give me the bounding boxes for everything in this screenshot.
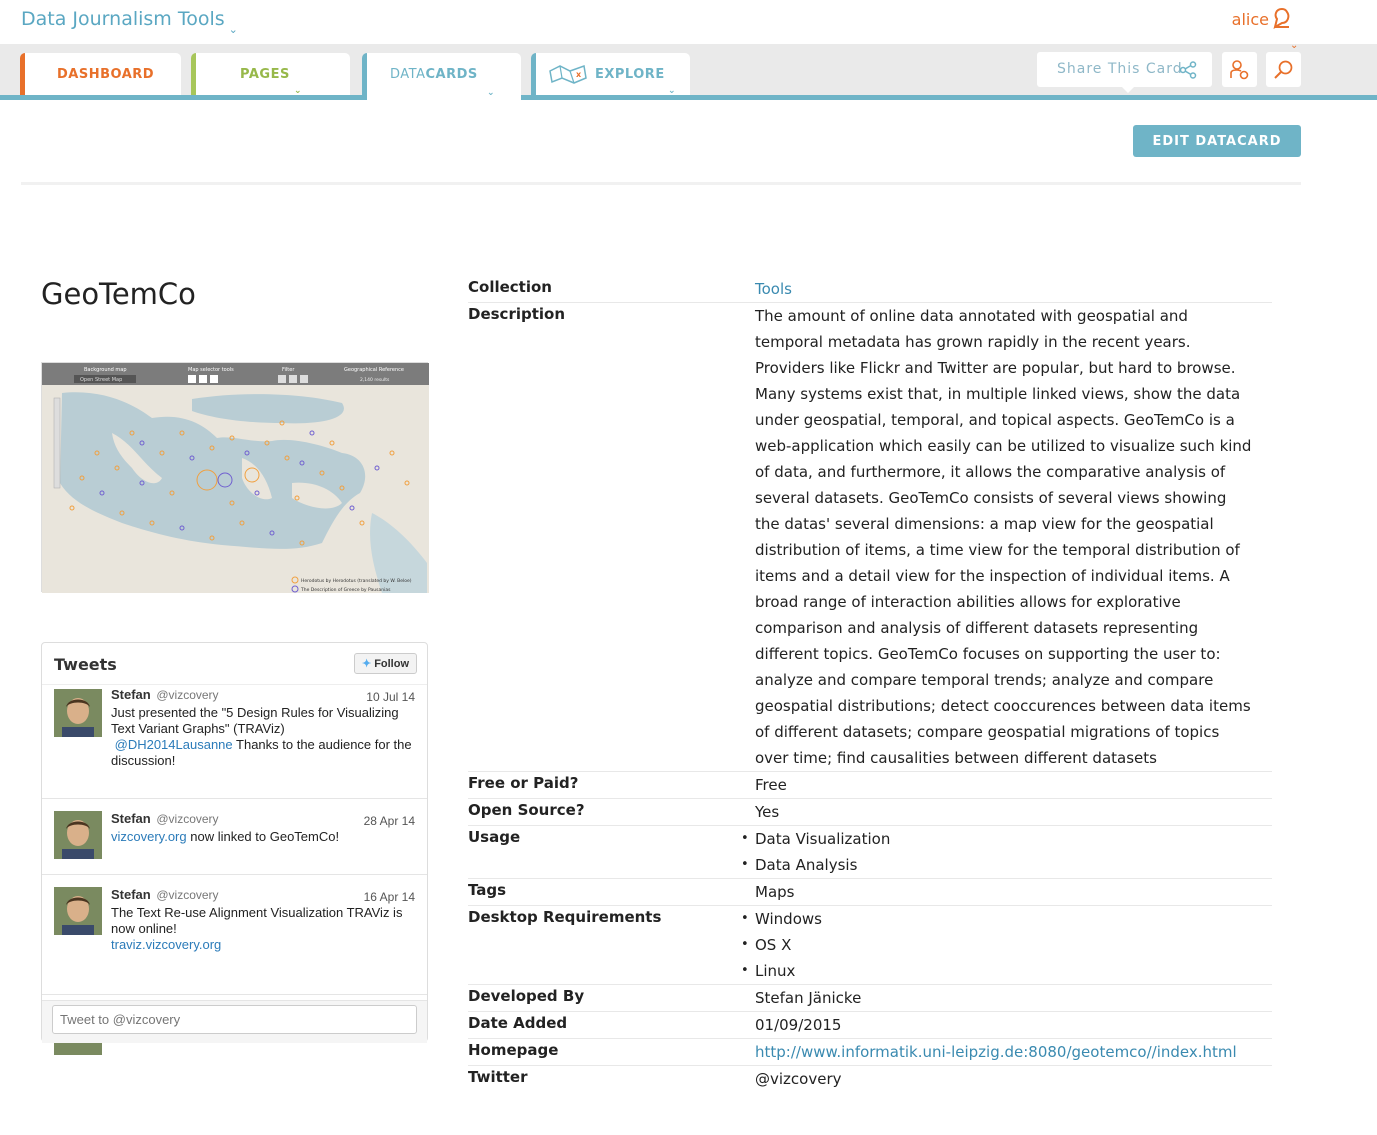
tweet-author-name: Stefan: [111, 687, 151, 702]
tweet-input[interactable]: [52, 1005, 417, 1034]
homepage-link[interactable]: http://www.informatik.uni-leipzig.de:8080/geotemco//index.html: [755, 1043, 1237, 1061]
prop-value: 01/09/2015: [755, 1016, 842, 1034]
tweet-text: [111, 829, 416, 845]
tweet-author-name: Stefan: [111, 811, 151, 826]
site-title-text[interactable]: Data Journalism Tools: [21, 8, 225, 30]
share-icon: [1179, 61, 1197, 79]
list-item: • Linux: [755, 958, 1272, 984]
page-title: GeoTemCo: [41, 277, 196, 311]
twitter-bird-icon: ✦: [361, 658, 372, 670]
prop-row-free-or-paid: [468, 772, 1272, 799]
tab-datacards-suffix: CARDS: [425, 67, 478, 82]
share-notch: [1122, 87, 1134, 93]
prop-row-description: [468, 303, 1272, 772]
tweet-item[interactable]: [42, 875, 427, 995]
tweet-handle: @vizcovery: [156, 688, 219, 702]
map-legend-2: The Description of Greece by Pausanias: [301, 588, 391, 593]
prop-key: Free or Paid?: [468, 774, 579, 792]
edit-datacard-button[interactable]: EDIT DATACARD: [1133, 125, 1301, 157]
list-item: • Data Visualization: [755, 826, 1272, 852]
share-card-button[interactable]: [1037, 52, 1212, 87]
share-card-label: Share This Card: [1057, 61, 1183, 77]
tweet-link[interactable]: @DH2014Lausanne: [114, 737, 233, 752]
tab-dashboard-label: DASHBOARD: [57, 67, 155, 82]
tweet-item[interactable]: [42, 799, 427, 875]
properties-table: [468, 276, 1272, 1092]
tweet-text-body: Just presented the "5 Design Rules for Visualizing Text Variant Graphs" (TRAViz): [111, 705, 399, 736]
prop-row-collection: [468, 276, 1272, 303]
map-label-filter: Filter: [282, 367, 295, 373]
map-label-background: Background map: [84, 367, 127, 373]
tweet-handle: @vizcovery: [156, 888, 219, 902]
user-name[interactable]: alice: [1231, 10, 1269, 29]
tweet-text: [111, 705, 416, 769]
user-gear-icon: [1229, 59, 1250, 80]
chevron-down-icon[interactable]: ⌄: [487, 88, 496, 98]
list-item: • Data Analysis: [755, 852, 1272, 878]
tweet-link[interactable]: vizcovery.org: [111, 829, 187, 844]
prop-row-usage: [468, 826, 1272, 879]
follow-button[interactable]: [354, 653, 417, 674]
prop-key: Desktop Requirements: [468, 908, 662, 926]
avatar[interactable]: [54, 811, 102, 859]
map-select-value: Open Street Map: [80, 377, 123, 383]
prop-row-developed-by: [468, 985, 1272, 1012]
prop-row-tags: [468, 879, 1272, 906]
avatar[interactable]: [54, 887, 102, 935]
usage-list: [755, 826, 1272, 878]
prop-value: [755, 826, 1272, 878]
tab-explore-label: EXPLORE: [595, 67, 665, 82]
tweet-author[interactable]: [111, 687, 219, 702]
follow-label: Follow: [374, 658, 410, 670]
tab-datacards-label: [390, 67, 478, 82]
prop-key: Homepage: [468, 1041, 559, 1059]
prop-key: Twitter: [468, 1068, 528, 1086]
desktop-list: [755, 906, 1272, 984]
user-logo-icon[interactable]: [1271, 7, 1293, 31]
nav-underline: [0, 95, 1377, 100]
tweet-author[interactable]: [111, 887, 219, 902]
tweet-item[interactable]: [42, 685, 427, 799]
prop-value: [755, 276, 1272, 302]
map-result-count: 2,140 results: [360, 378, 390, 383]
tweet-author-name: Stefan: [111, 887, 151, 902]
svg-text:x: x: [576, 70, 582, 79]
tweet-date[interactable]: 16 Apr 14: [363, 890, 415, 904]
list-item: • Windows: [755, 906, 1272, 932]
site-title[interactable]: [21, 8, 238, 36]
tweet-text-after: Thanks to the audience for the discussion!: [111, 737, 412, 768]
chevron-down-icon[interactable]: ⌄: [668, 86, 677, 96]
map-label-reference: Geographical Reference: [344, 367, 405, 373]
tweet-text-body: The Text Re-use Alignment Visualization TRAViz is now online!: [111, 905, 403, 936]
map-thumbnail: [42, 363, 429, 593]
user-settings-button[interactable]: [1222, 52, 1257, 87]
tweets-widget: [41, 642, 428, 1042]
header-divider: [21, 182, 1301, 185]
tab-dashboard[interactable]: [20, 53, 181, 95]
prop-key: Description: [468, 305, 566, 323]
tab-explore[interactable]: [531, 53, 690, 95]
tweet-date[interactable]: 10 Jul 14: [366, 690, 415, 704]
tab-pages-label: PAGES: [240, 67, 290, 82]
tweet-text-after: now linked to GeoTemCo!: [186, 829, 340, 844]
tweet-list[interactable]: [42, 684, 427, 1000]
prop-value: Free: [755, 776, 787, 794]
prop-key: Date Added: [468, 1014, 568, 1032]
tab-pages[interactable]: [191, 53, 350, 95]
prop-value: [755, 1039, 1272, 1065]
chevron-down-icon[interactable]: ⌄: [1290, 40, 1299, 51]
map-label-selector: Map selector tools: [188, 367, 234, 373]
tweets-heading: Tweets: [54, 655, 117, 674]
list-item: • OS X: [755, 932, 1272, 958]
tool-screenshot: [41, 362, 428, 592]
prop-row-date-added: [468, 1012, 1272, 1039]
prop-value: Maps: [755, 883, 795, 901]
prop-value: The amount of online data annotated with geospatial and temporal metadata has grown rapidly in the recent years. Providers like Flickr and Twitter are popular, but hard to browse. Many systems exist that, in multiple linked views, show the data under geospatial, temporal, and topical aspects. GeoTemCo is a web-application which easily can be utilized to visualize such kind of data, and furthermore, it allows the comparative analysis of several datasets. GeoTemCo consists of several views showing the datas' several dimensions: a map view for the geospatial distribution of items, a time view for the temporal distribution of items and a detail view for the inspection of individual items. A broad range of interaction abilities allows for explorative comparison and analysis of different datasets representing different topics. GeoTemCo focuses on supporting the user to: analyze and compare temporal trends; analyze and compare geospatial distributions; detect cooccurences between data items of different datasets; compare geospatial migrations of topics over time; find causalities between different datasets: [755, 307, 1252, 767]
tweet-handle: @vizcovery: [156, 812, 219, 826]
tab-datacards[interactable]: [362, 53, 521, 100]
prop-row-open-source: [468, 799, 1272, 826]
prop-key: Tags: [468, 881, 507, 899]
prop-row-desktop: [468, 906, 1272, 985]
prop-row-homepage: [468, 1039, 1272, 1066]
chevron-down-icon[interactable]: ⌄: [228, 23, 238, 36]
search-button[interactable]: [1266, 52, 1301, 87]
tweet-date[interactable]: 28 Apr 14: [363, 814, 415, 828]
prop-key: Open Source?: [468, 801, 585, 819]
prop-value: @vizcovery: [755, 1070, 842, 1088]
tweet-link[interactable]: traviz.vizcovery.org: [111, 937, 222, 952]
map-icon: [548, 63, 588, 85]
prop-value: Stefan Jänicke: [755, 989, 862, 1007]
prop-key: Developed By: [468, 987, 585, 1005]
tweet-text: [111, 905, 416, 953]
tab-datacards-prefix: DATA: [390, 67, 426, 82]
top-bar: [0, 0, 1377, 44]
prop-key: Usage: [468, 828, 521, 846]
prop-row-twitter: [468, 1066, 1272, 1092]
map-legend-1: Herodotus by Herodotus (translated by W. Beloe): [301, 579, 412, 584]
prop-key: Collection: [468, 278, 552, 296]
tweet-author[interactable]: [111, 811, 219, 826]
prop-value: [755, 906, 1272, 984]
search-icon: [1273, 59, 1294, 80]
prop-value: Yes: [755, 803, 780, 821]
avatar[interactable]: [54, 689, 102, 737]
collection-link[interactable]: Tools: [755, 280, 792, 298]
chevron-down-icon[interactable]: ⌄: [294, 86, 303, 96]
